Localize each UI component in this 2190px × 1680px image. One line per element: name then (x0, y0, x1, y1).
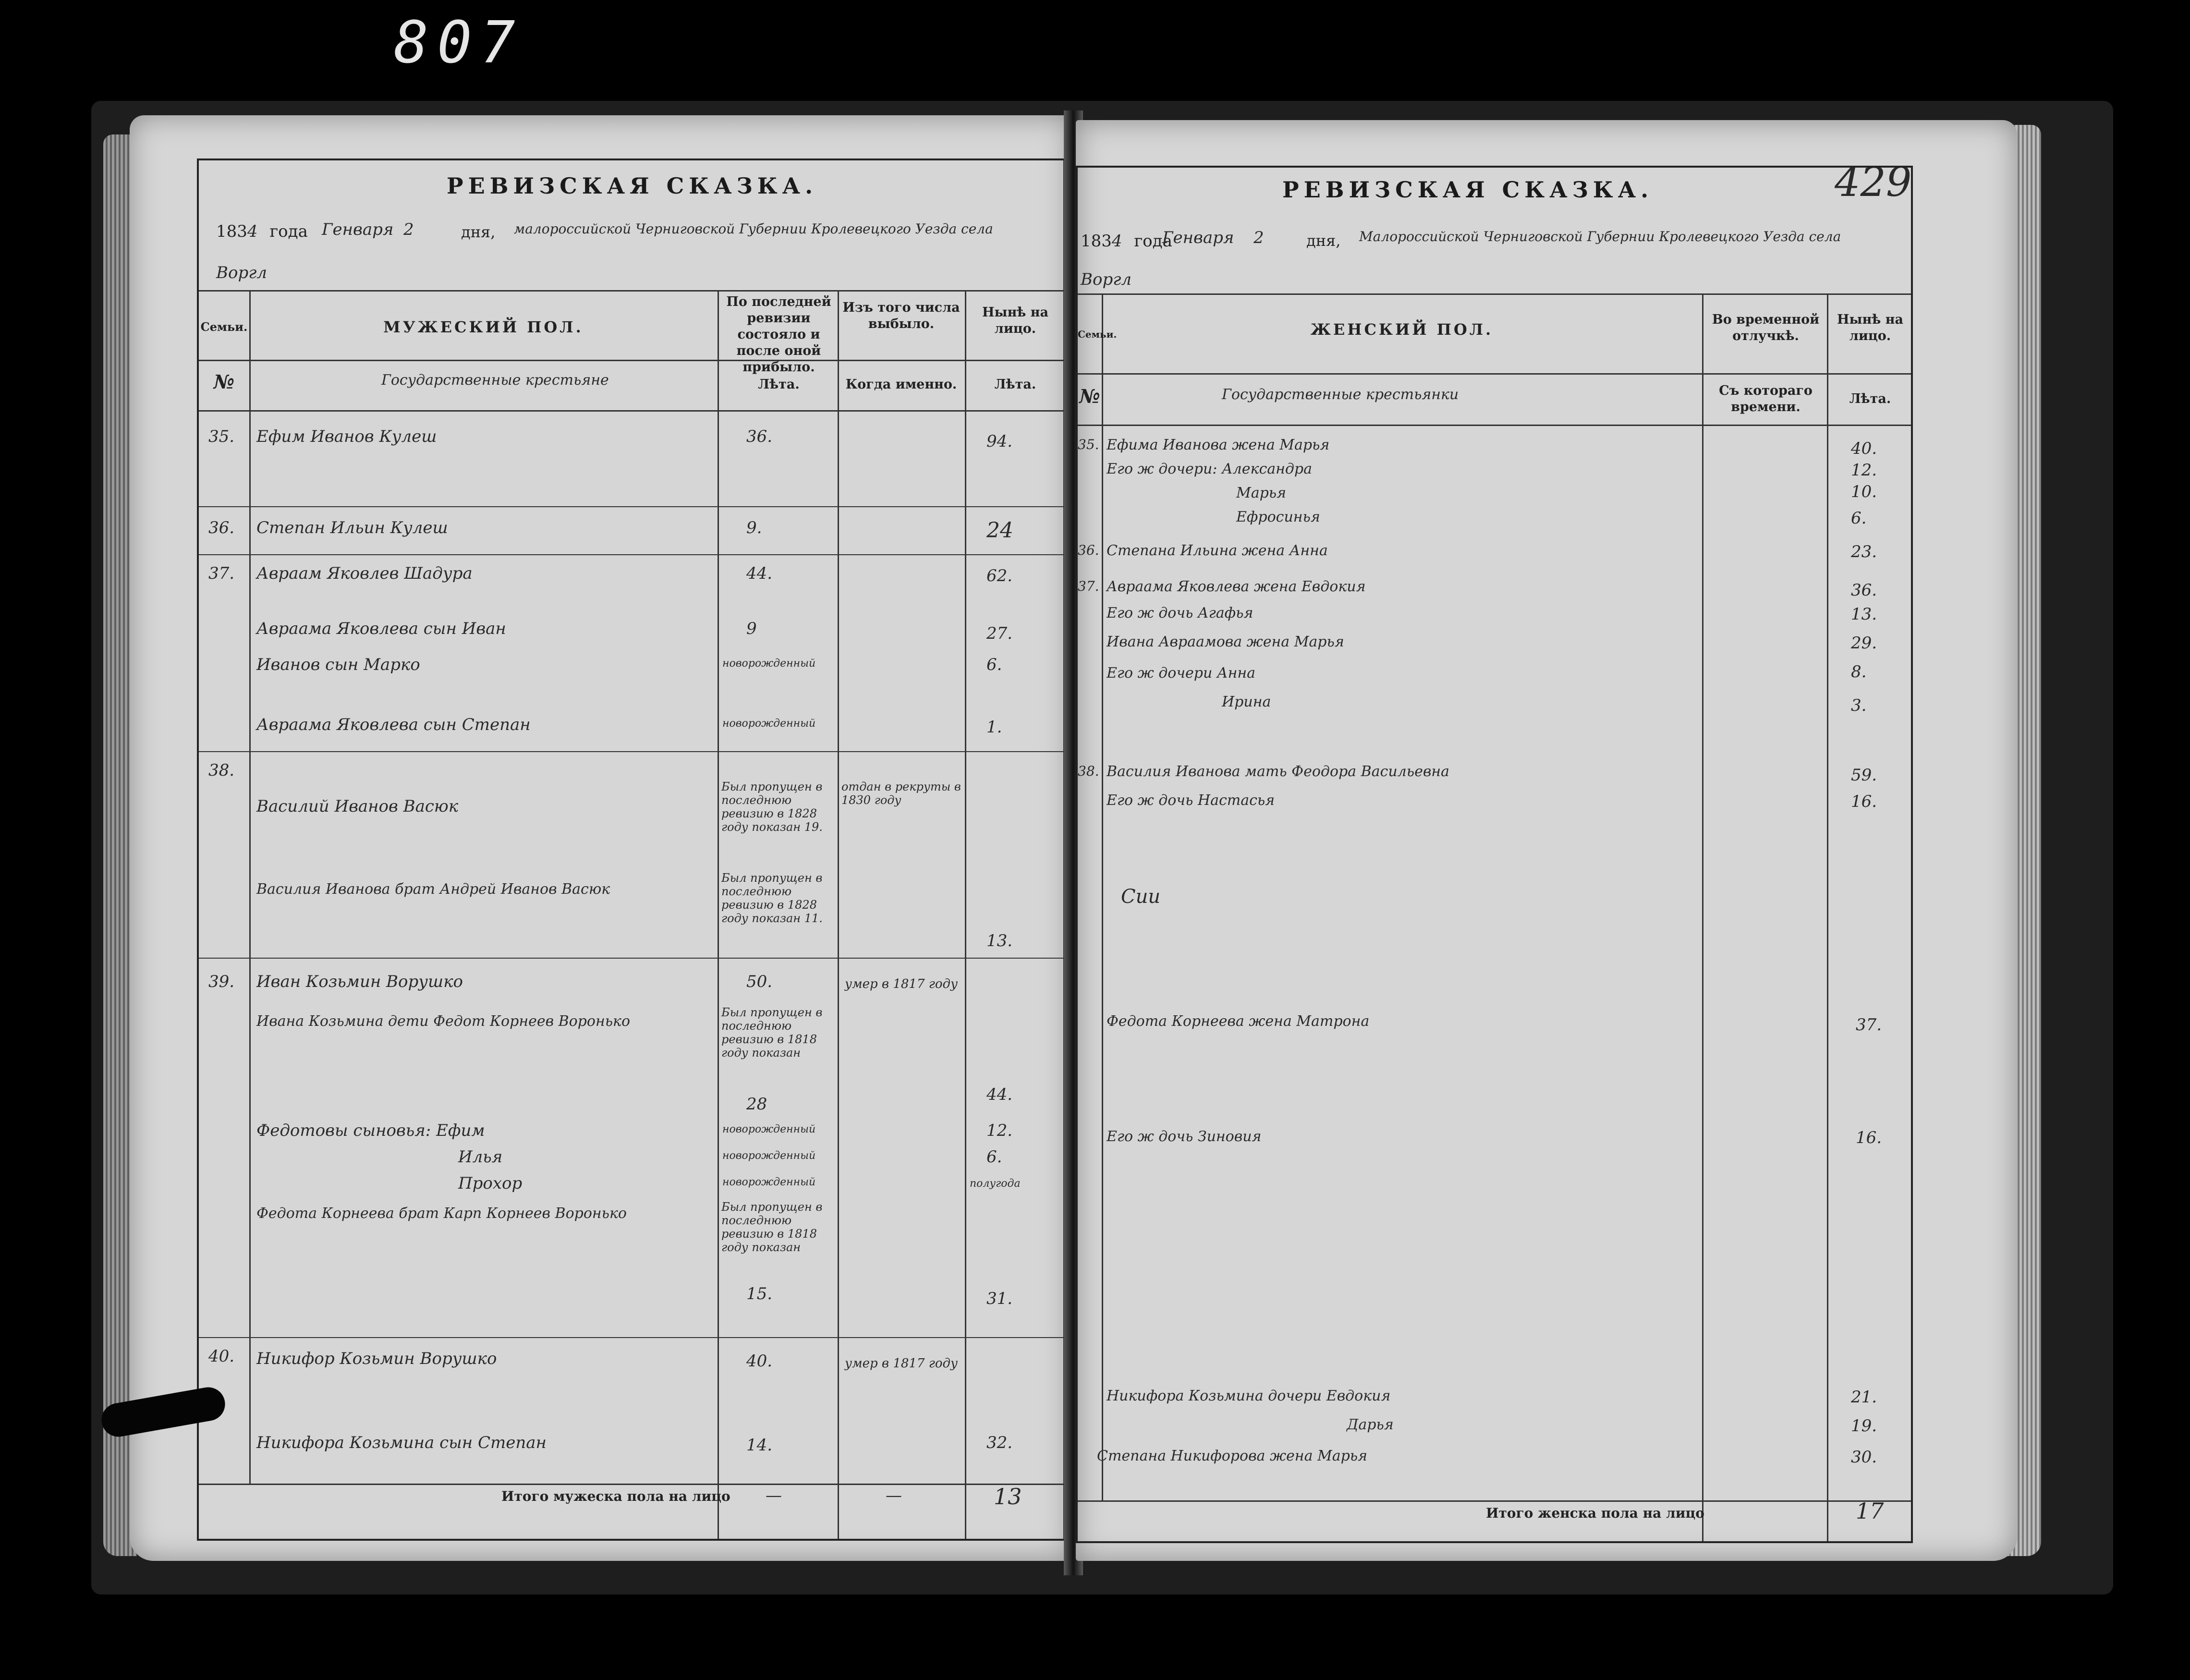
right-col-now: Нынѣ на лицо. (1837, 312, 1903, 343)
left-col-no: № (213, 371, 235, 393)
right-row-name: Ефима Иванова жена Марья (1107, 437, 1330, 453)
left-row-age-rev: новорожденный (722, 1123, 816, 1135)
left-row-age-rev: 36. (746, 427, 773, 446)
right-page (1076, 120, 2017, 1561)
right-row-name: Его ж дочь Настасья (1107, 792, 1275, 809)
right-row-no: 38. (1078, 763, 1099, 779)
left-row-now: 1. (986, 718, 1002, 737)
right-row-name: Авраама Яковлева жена Евдокия (1107, 578, 1366, 595)
left-date-day: 2 (403, 220, 414, 239)
left-year-hand: 4 (247, 222, 258, 241)
left-row-note: Был пропущен в последнюю ревизию в 1828 году показан 19. (721, 780, 823, 834)
right-row-name: Марья (1236, 485, 1287, 501)
right-row-now: 16. (1851, 792, 1877, 811)
left-place-line1: малороссийской Черниговской Губернии Кролевецкого Уезда села (514, 221, 993, 237)
right-row-now: 6. (1851, 509, 1867, 528)
right-row-name: Федота Корнеева жена Матрона (1107, 1013, 1370, 1030)
left-row-no: 38. (208, 761, 235, 780)
right-row-name: Дарья (1347, 1416, 1394, 1433)
left-row-age-rev: 44. (746, 564, 773, 583)
left-row-age-rev: 15. (746, 1284, 773, 1303)
right-col-female: ЖЕНСКИЙ ПОЛ. (1310, 320, 1494, 339)
right-row-no: 35. (1078, 437, 1099, 452)
left-row-age-rev: 9 (746, 619, 757, 638)
left-row-age-rev: 40. (746, 1351, 773, 1371)
left-row-now: 13. (986, 931, 1013, 950)
right-date-month: Генваря (1162, 228, 1234, 247)
left-row-name: Илья (458, 1147, 503, 1167)
right-row-now: 37. (1856, 1015, 1882, 1035)
left-row-name: Прохор (458, 1174, 523, 1193)
left-row-now: 12. (986, 1121, 1013, 1140)
left-row-now: 32. (986, 1433, 1013, 1452)
left-row-name: Никифора Козьмина сын Степан (256, 1433, 547, 1452)
right-row-no: 37. (1078, 578, 1099, 594)
right-place-line2: Воргл (1081, 270, 1132, 289)
left-row-age-rev: 28 (746, 1095, 767, 1114)
frame-number: 807 (394, 10, 524, 76)
left-row-no: 40. (208, 1347, 235, 1366)
left-row-left: отдан в рекруты в 1830 году (841, 780, 961, 807)
left-total-now: 13 (994, 1484, 1022, 1510)
left-row-name: Иван Козьмин Ворушко (256, 972, 463, 991)
left-place-line2: Воргл (216, 263, 268, 282)
left-page-title: РЕВИЗСКАЯ СКАЗКА. (447, 173, 818, 199)
left-row-left: умер в 1817 году (845, 1356, 958, 1371)
right-row-now: 36. (1851, 581, 1877, 600)
left-row-now: 6. (986, 1147, 1002, 1167)
right-row-now: 21. (1851, 1388, 1877, 1407)
right-row-no: 36. (1078, 542, 1099, 558)
right-row-now: 8. (1851, 662, 1867, 682)
right-page-title: РЕВИЗСКАЯ СКАЗКА. (1282, 177, 1654, 203)
right-row-now: 10. (1851, 482, 1877, 501)
left-row-no: 36. (208, 518, 235, 537)
right-row-now: 59. (1851, 766, 1877, 785)
left-total-rev: — (766, 1486, 782, 1505)
right-row-now: 12. (1851, 461, 1877, 480)
right-place-line1: Малороссийской Черниговской Губернии Кролевецкого Уезда села (1359, 229, 1841, 244)
left-date-word: года (269, 222, 308, 241)
left-row-no: 35. (208, 427, 235, 446)
right-row-name: Его ж дочери: Александра (1107, 461, 1312, 477)
left-row-now: 94. (986, 432, 1013, 451)
left-row-name: Ивана Козьмина дети Федот Корнеев Воронько (256, 1013, 631, 1030)
left-col-male: МУЖЕСКИЙ ПОЛ. (383, 318, 584, 336)
left-col-now: Нынѣ на лицо. (982, 305, 1048, 336)
right-row-name: Степана Никифорова жена Марья (1097, 1448, 1367, 1464)
left-row-age-rev: новорожденный (722, 718, 816, 730)
left-row-note: Был пропущен в последнюю ревизию в 1818 году показан (721, 1200, 823, 1254)
left-row-age-rev: 9. (746, 518, 762, 537)
right-margin-word: Сии (1121, 886, 1161, 908)
right-row-name: Василия Иванова мать Феодора Васильевна (1107, 763, 1449, 780)
left-col-estate: Государственные крестьяне (381, 372, 609, 389)
left-col-when: Когда именно. (845, 377, 957, 392)
left-row-note: Был пропущен в последнюю ревизию в 1818 году показан (721, 1006, 823, 1059)
right-row-name: Степана Ильина жена Анна (1107, 542, 1328, 559)
left-row-name: Федота Корнеева брат Карп Корнеев Воронько (256, 1205, 627, 1222)
right-row-now: 29. (1851, 633, 1877, 653)
right-date-day: 2 (1253, 228, 1264, 247)
left-date-word2: дня, (461, 223, 496, 241)
left-row-name: Василий Иванов Васюк (256, 797, 459, 816)
left-row-now: 6. (986, 655, 1002, 674)
right-year-hand: 4 (1111, 231, 1122, 251)
left-row-name: Ефим Иванов Кулеш (256, 427, 437, 446)
right-row-now: 30. (1851, 1448, 1877, 1467)
right-col-absent: Во временной отлучкѣ. (1712, 312, 1820, 343)
left-row-left: умер в 1817 году (845, 977, 958, 991)
left-row-no: 37. (208, 564, 235, 583)
right-row-name: Никифора Козьмина дочери Евдокия (1107, 1388, 1391, 1404)
left-row-now: 62. (986, 566, 1013, 585)
left-row-no: 39. (208, 972, 235, 991)
right-row-name: Его ж дочери Анна (1107, 665, 1255, 682)
right-col-estate: Государственные крестьянки (1222, 386, 1459, 403)
left-row-age-rev: 50. (746, 972, 773, 991)
right-row-now: 16. (1856, 1128, 1882, 1147)
left-row-name: Никифор Козьмин Ворушко (256, 1349, 497, 1368)
left-row-age-rev: новорожденный (722, 1150, 816, 1162)
left-row-name: Авраама Яковлева сын Иван (256, 619, 506, 638)
left-row-age-rev: новорожденный (722, 1176, 816, 1188)
left-col-years2: Лѣта. (994, 377, 1036, 392)
left-row-now: 44. (986, 1085, 1013, 1104)
left-row-now: 27. (986, 624, 1013, 643)
left-row-note: Был пропущен в последнюю ревизию в 1828 году показан 11. (721, 871, 823, 925)
left-col-family: Семьи. (200, 320, 248, 334)
right-row-name: Его ж дочь Зиновия (1107, 1128, 1262, 1145)
left-row-name: Иванов сын Марко (256, 655, 420, 674)
left-row-now: 24 (986, 518, 1013, 543)
right-year: 183 (1081, 231, 1112, 251)
right-col-years: Лѣта. (1849, 391, 1891, 406)
left-year: 183 (216, 222, 247, 241)
page-number: 429 (1835, 158, 1912, 206)
left-row-now: 31. (986, 1289, 1013, 1308)
right-col-no: № (1079, 385, 1100, 408)
left-total-label: Итого мужеска пола на лицо (501, 1488, 730, 1504)
left-total-left: — (886, 1486, 902, 1505)
right-row-now: 23. (1851, 542, 1877, 561)
left-row-age-rev: новорожденный (722, 657, 816, 670)
left-row-age-rev: 14. (746, 1436, 773, 1455)
right-row-now: 3. (1851, 696, 1867, 715)
right-row-name: Ивана Авраамова жена Марья (1107, 633, 1344, 650)
right-row-now: 19. (1851, 1416, 1877, 1436)
left-row-name: Федотовы сыновья: Ефим (256, 1121, 485, 1140)
left-page (130, 115, 1071, 1561)
right-row-name: Ирина (1222, 694, 1271, 710)
left-row-name: Василия Иванова брат Андрей Иванов Васюк (256, 881, 610, 898)
right-total-now: 17 (1856, 1498, 1884, 1524)
left-col-last-revision: По последней ревизии состояло и после оной прибыло. (726, 294, 831, 375)
right-table (1076, 166, 1913, 1543)
right-date-word: года (1134, 231, 1172, 251)
left-table (197, 158, 1065, 1541)
left-row-now: полугода (970, 1178, 1021, 1190)
right-col-family: Семьи. (1078, 329, 1117, 340)
left-row-name: Степан Ильин Кулеш (256, 518, 448, 537)
right-col-since: Съ котораго времени. (1719, 383, 1813, 414)
left-row-name: Авраам Яковлев Шадура (256, 564, 473, 583)
right-row-name: Ефросинья (1236, 509, 1320, 525)
left-col-left-since: Изъ того числа выбыло. (842, 300, 960, 331)
left-row-name: Авраама Яковлева сын Степан (256, 715, 531, 734)
right-total-label: Итого женска пола на лицо (1486, 1505, 1704, 1521)
right-date-word2: дня, (1306, 231, 1341, 250)
left-date-month: Генваря (322, 220, 394, 239)
left-col-years: Лѣта. (758, 377, 800, 392)
right-row-now: 40. (1851, 439, 1877, 458)
right-row-name: Его ж дочь Агафья (1107, 605, 1253, 621)
right-row-now: 13. (1851, 605, 1877, 624)
